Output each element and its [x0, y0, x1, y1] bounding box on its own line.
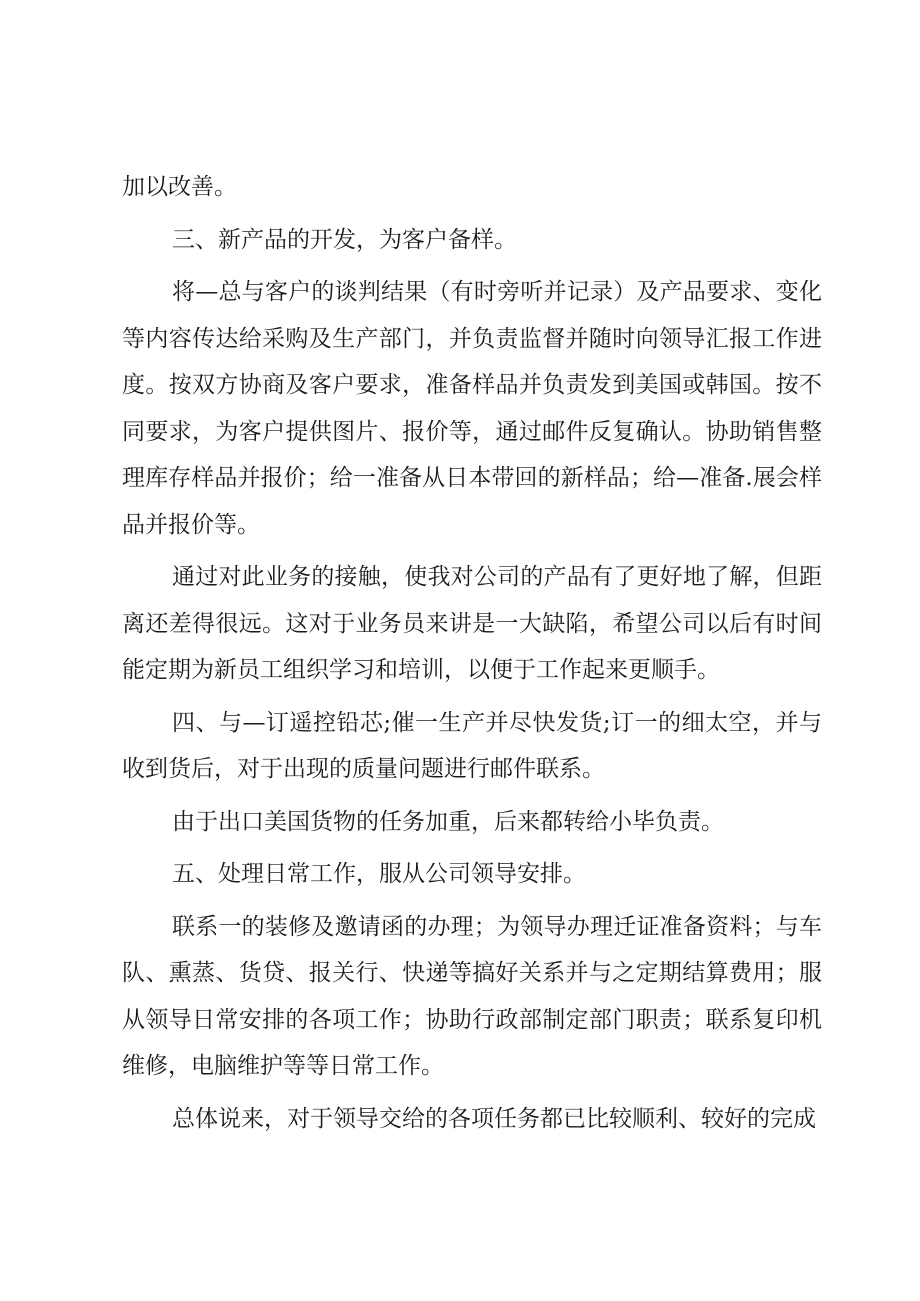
paragraph-summary: 总体说来，对于领导交给的各项任务都已比较顺利、较好的完成 [172, 1105, 816, 1132]
paragraph-sample-prep: 将—总与客户的谈判结果（有时旁听并记录）及产品要求、变化等内容传达给采购及生产部门，并负责监督并随时向领导汇报工作进度。按双方协商及客户要求，准备样品并负责发到美国或韩国。按不同要求，为客户提供图片、报价等，通过邮件反复确认。协助销售整理库存样品并报价；给一准备从日本带回的新样品；给—准备.展会样品并报价等。 [122, 279, 822, 538]
paragraph-reflection: 通过对此业务的接触，使我对公司的产品有了更好地了解，但距离还差得很远。这对于业务员来讲是一大缺陷，希望公司以后有时间能定期为新员工组织学习和培训，以便于工作起来更顺手。 [122, 564, 822, 683]
paragraph-continuation: 加以改善。 [122, 174, 237, 200]
section-heading-4: 四、与—订遥控铅芯;催一生产并尽快发货;订一的细太空，并与收到货后，对于出现的质量问题进行邮件联系。 [122, 709, 822, 782]
paragraph-daily-work: 联系一的装修及邀请函的办理；为领导办理迁证准备资料；与车队、熏蒸、货贷、报关行、快递等搞好关系并与之定期结算费用；服从领导日常安排的各项工作；协助行政部制定部门职责；联系复印机维修，电脑维护等等日常工作。 [122, 913, 822, 1079]
document-body [122, 164, 822, 1148]
paragraph-handover: 由于出口美国货物的任务加重，后来都转给小毕负责。 [172, 808, 724, 835]
section-heading-5: 五、处理日常工作，服从公司领导安排。 [172, 861, 586, 887]
section-heading-3: 三、新产品的开发，为客户备样。 [172, 226, 517, 253]
